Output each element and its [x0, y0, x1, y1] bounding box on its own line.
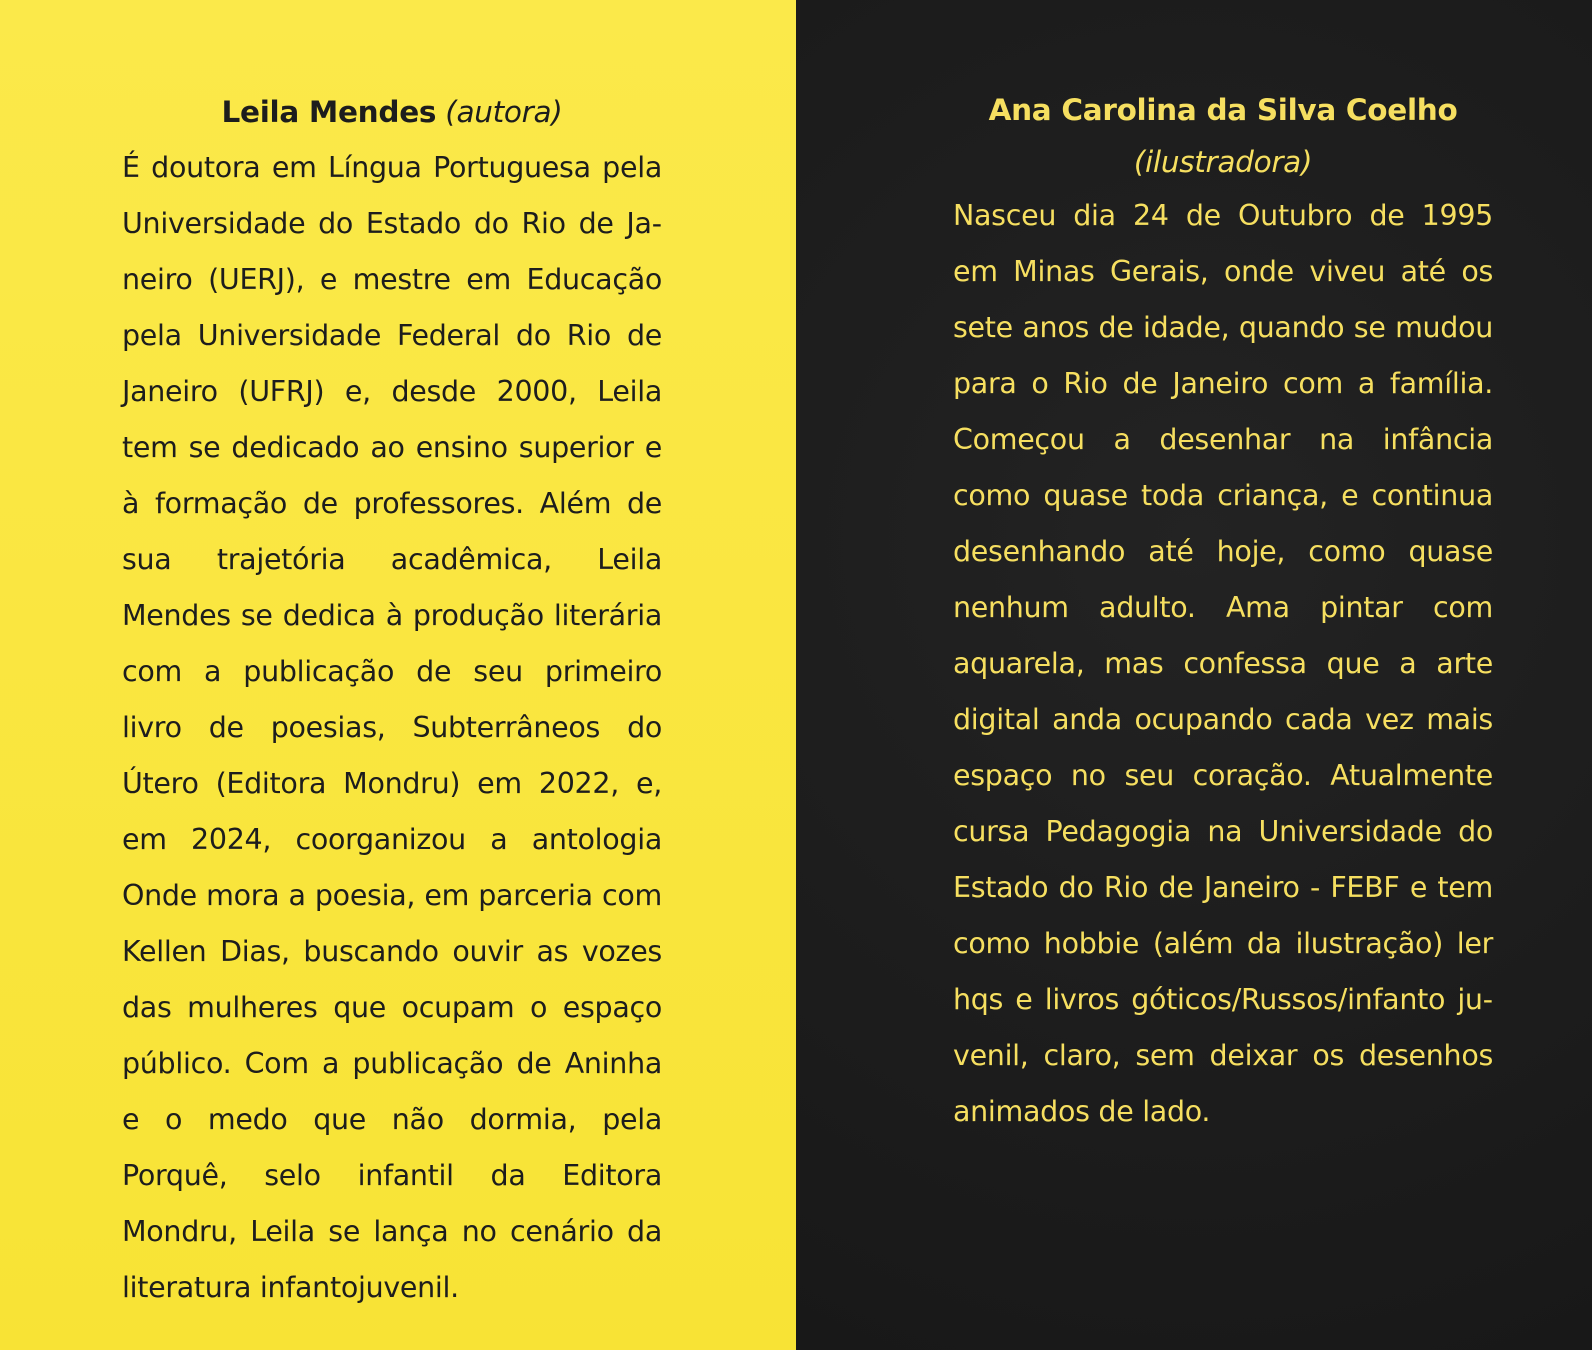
illustrator-panel — [796, 0, 1592, 1350]
author-bio-text: É doutora em Língua Portuguesa pela Universidade do Estado do Rio de Janeiro (UERJ), e mestre em Educação pela Universidade Federal do Rio de Janeiro (UFRJ) e, desde 2000, Leila tem se dedicado ao ensino superior e à formação de professores. Além de sua trajetória acadêmica, Leila Mendes se dedica à produção literária com a publicação de seu primeiro livro de poesias, Subterrâneos do Útero (Editora Mondru) em 2022, e, em 2024, coorganizou a antologia Onde mora a poesia, em parceria com Kellen Dias, buscando ouvir as vozes das mulheres que ocupam o espaço público. Com a publicação de Aninha e o medo que não dormia, pela Porquê, selo infantil da Editora Mondru, Leila se lança no cenário da literatura infantojuvenil. — [122, 151, 662, 1304]
illustrator-bio-text: Nasceu dia 24 de Outubro de 1995 em Minas Gerais, onde viveu até os sete anos de idade, quando se mudou para o Rio de Janeiro com a família. Começou a desenhar na infância como quase toda criança, e continua desenhando até hoje, como quase nenhum adulto. Ama pintar com aquarela, mas confessa que a arte digital anda ocupando cada vez mais espaço no seu coração. Atualmente cursa Pedagogia na Universidade do Estado do Rio de Janeiro - FEBF e tem como hobbie (além da ilustração) ler hqs e livros góticos/Russos/infanto juvenil, claro, sem deixar os desenhos animados de lado. — [953, 199, 1493, 1128]
author-name: Leila Mendes — [221, 95, 437, 129]
author-role: (autora) — [445, 95, 563, 129]
illustrator-name: Ana Carolina da Silva Coelho — [988, 93, 1458, 127]
author-bio-block — [122, 84, 662, 1316]
illustrator-role: (ilustradora) — [1133, 145, 1313, 179]
illustrator-heading — [953, 84, 1493, 188]
author-heading — [122, 84, 662, 140]
illustrator-bio-block — [953, 84, 1493, 1140]
